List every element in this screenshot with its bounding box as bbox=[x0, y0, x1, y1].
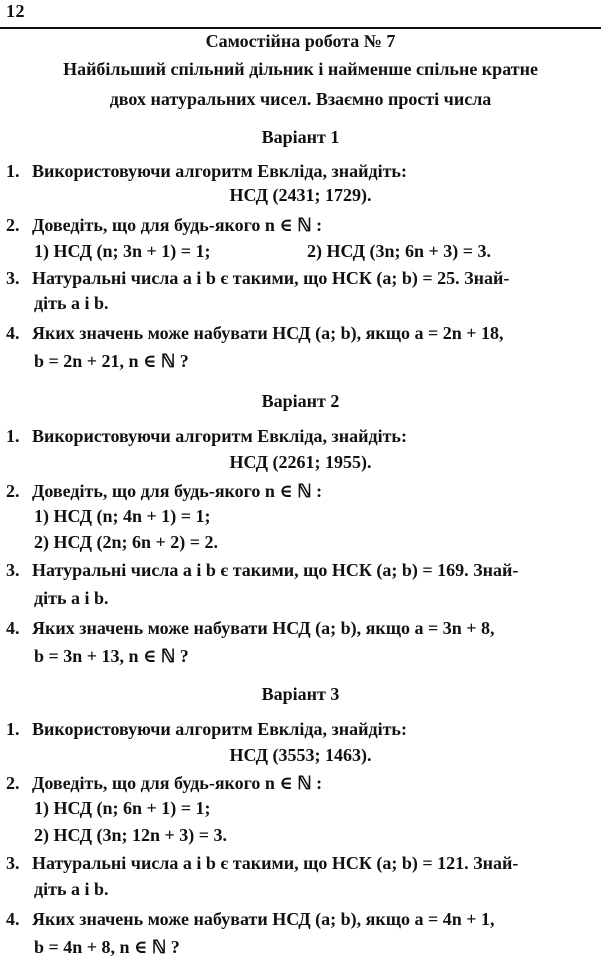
variant-2-task-1-expression: НСД (2261; 1955). bbox=[229, 452, 372, 472]
variant-1-task-1 bbox=[6, 160, 407, 182]
variant-3-task-4-line-2: b = 4n + 8, n ∈ ℕ ? bbox=[34, 937, 180, 957]
variant-1-task-4-line-2: b = 2n + 21, n ∈ ℕ ? bbox=[34, 351, 189, 371]
header-rule bbox=[0, 27, 601, 29]
variant-2-task-3-line-1 bbox=[6, 559, 518, 581]
variant-2-task-2-item-2: 2) НСД (2n; 6n + 2) = 2. bbox=[34, 532, 218, 552]
variant-2-task-4-line-1 bbox=[6, 617, 495, 639]
task-text: Натуральні числа a і b є такими, що НСК (a; b) = 25. Знай- bbox=[32, 268, 510, 288]
worksheet-title: Самостійна робота № 7 bbox=[205, 31, 396, 51]
variant-1-task-3-line-1 bbox=[6, 267, 509, 289]
variant-2-task-2 bbox=[6, 480, 322, 502]
task-number: 2. bbox=[6, 215, 20, 235]
variant-3-task-3-line-1 bbox=[6, 852, 518, 874]
variant-2-heading: Варіант 2 bbox=[261, 391, 340, 411]
task-text: Яких значень може набувати НСД (a; b), якщо a = 2n + 18, bbox=[32, 323, 504, 343]
variant-3-heading: Варіант 3 bbox=[261, 684, 340, 704]
task-number: 3. bbox=[6, 560, 20, 580]
worksheet-subtitle-line-2: двох натуральних чисел. Взаємно прості числа bbox=[109, 89, 492, 109]
variant-1-task-2 bbox=[6, 214, 322, 236]
variant-3-task-1 bbox=[6, 718, 407, 740]
variant-1-task-2-item-2: 2) НСД (3n; 6n + 3) = 3. bbox=[307, 241, 491, 261]
task-number: 1. bbox=[6, 719, 20, 739]
task-number: 4. bbox=[6, 323, 20, 343]
task-number: 1. bbox=[6, 161, 20, 181]
variant-3-task-2-item-1: 1) НСД (n; 6n + 1) = 1; bbox=[34, 798, 211, 818]
variant-2-task-3-line-2: діть a і b. bbox=[34, 588, 109, 608]
variant-3-task-3-line-2: діть a і b. bbox=[34, 879, 109, 899]
task-text: Яких значень може набувати НСД (a; b), якщо a = 3n + 8, bbox=[32, 618, 495, 638]
task-text: Використовуючи алгоритм Евкліда, знайдіть: bbox=[32, 426, 407, 446]
task-text: Натуральні числа a і b є такими, що НСК (a; b) = 121. Знай- bbox=[32, 853, 519, 873]
variant-1-heading: Варіант 1 bbox=[261, 127, 340, 147]
variant-2-task-4-line-2: b = 3n + 13, n ∈ ℕ ? bbox=[34, 646, 189, 666]
task-text: Доведіть, що для будь-якого n ∈ ℕ : bbox=[32, 215, 323, 235]
task-text: Доведіть, що для будь-якого n ∈ ℕ : bbox=[32, 481, 323, 501]
task-text: Використовуючи алгоритм Евкліда, знайдіть: bbox=[32, 719, 407, 739]
variant-3-task-1-expression: НСД (3553; 1463). bbox=[229, 745, 372, 765]
task-number: 4. bbox=[6, 909, 20, 929]
worksheet-subtitle-line-1: Найбільший спільний дільник і найменше спільне кратне bbox=[63, 59, 538, 79]
page-number: 12 bbox=[6, 1, 25, 21]
variant-3-task-4-line-1 bbox=[6, 908, 495, 930]
task-number: 1. bbox=[6, 426, 20, 446]
variant-1-task-4-line-1 bbox=[6, 322, 504, 344]
task-number: 3. bbox=[6, 853, 20, 873]
variant-1-task-2-item-1: 1) НСД (n; 3n + 1) = 1; bbox=[34, 241, 211, 261]
task-number: 2. bbox=[6, 773, 20, 793]
variant-1-task-1-expression: НСД (2431; 1729). bbox=[229, 185, 372, 205]
variant-2-task-1 bbox=[6, 425, 407, 447]
variant-2-task-2-item-1: 1) НСД (n; 4n + 1) = 1; bbox=[34, 506, 211, 526]
task-number: 3. bbox=[6, 268, 20, 288]
task-text: Використовуючи алгоритм Евкліда, знайдіть: bbox=[32, 161, 407, 181]
variant-1-task-3-line-2: діть a і b. bbox=[34, 293, 109, 313]
variant-3-task-2-item-2: 2) НСД (3n; 12n + 3) = 3. bbox=[34, 825, 227, 845]
variant-3-task-2 bbox=[6, 772, 322, 794]
task-number: 4. bbox=[6, 618, 20, 638]
task-number: 2. bbox=[6, 481, 20, 501]
task-text: Доведіть, що для будь-якого n ∈ ℕ : bbox=[32, 773, 323, 793]
task-text: Яких значень може набувати НСД (a; b), якщо a = 4n + 1, bbox=[32, 909, 495, 929]
task-text: Натуральні числа a і b є такими, що НСК (a; b) = 169. Знай- bbox=[32, 560, 519, 580]
